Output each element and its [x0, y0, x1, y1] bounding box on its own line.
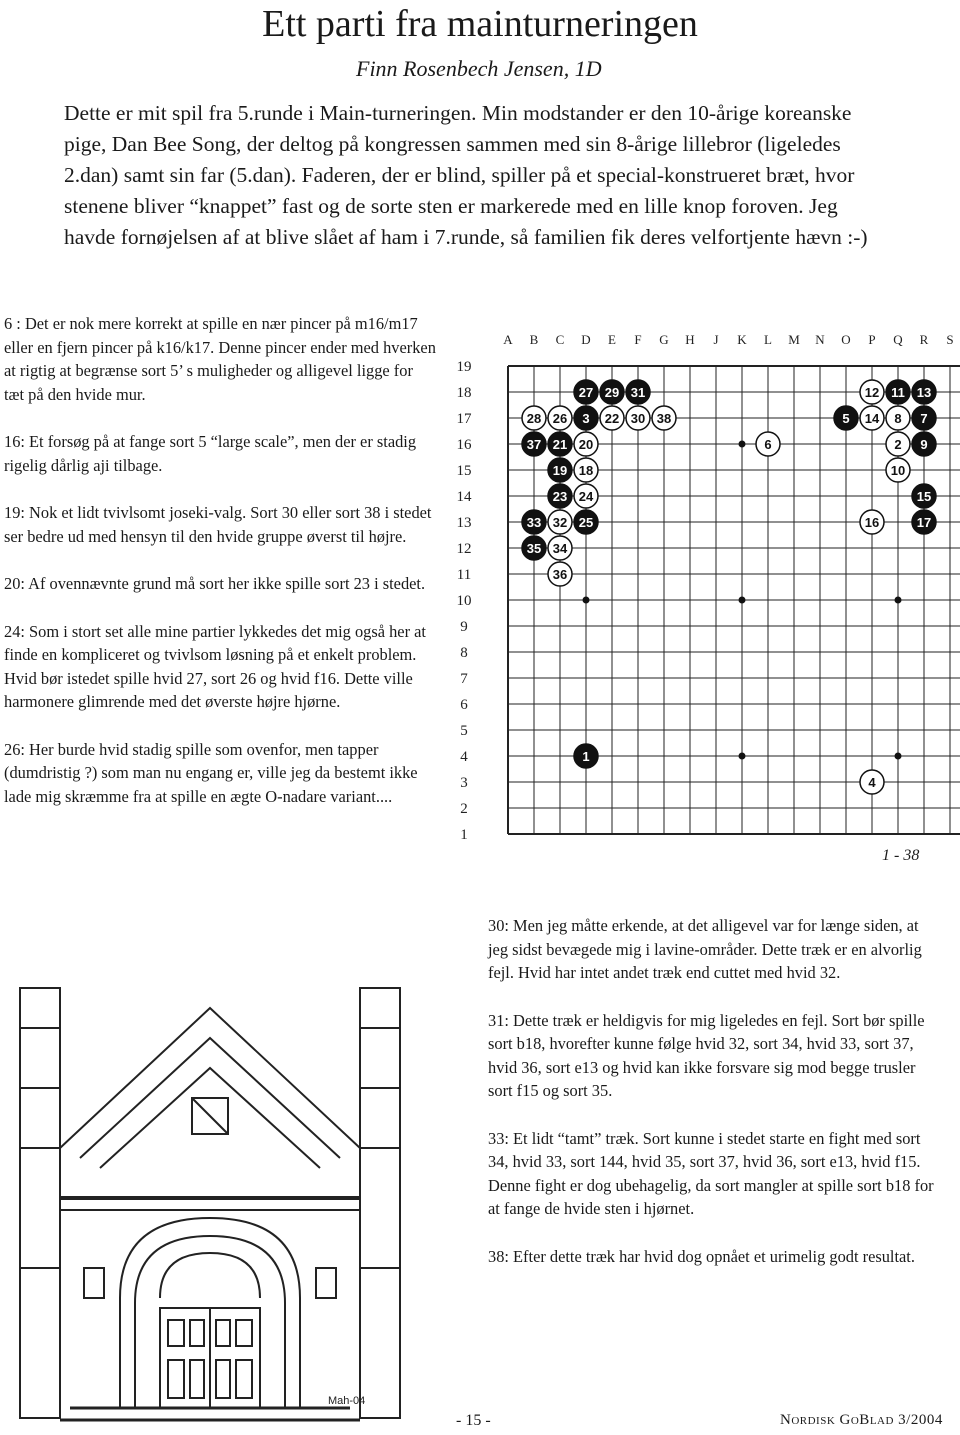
white-stone	[886, 406, 910, 430]
black-stone	[522, 536, 546, 560]
black-stone	[834, 406, 858, 430]
stone-move-number: 5	[842, 411, 850, 426]
board-row-label: 14	[456, 489, 472, 505]
stone-move-number: 31	[630, 385, 646, 400]
black-stone	[626, 380, 650, 404]
board-column-label: S	[946, 332, 954, 347]
board-row-label: 4	[460, 749, 468, 765]
star-point	[739, 753, 746, 760]
white-stone	[886, 432, 910, 456]
board-column-label: H	[685, 332, 695, 347]
star-point	[583, 597, 590, 604]
star-point	[739, 441, 746, 448]
stone-move-number: 25	[578, 515, 594, 530]
note-16: 16: Et forsøg på at fange sort 5 “large scale”, men der er stadig rigelig dårlig aji tilbage.	[4, 432, 417, 475]
stone-move-number: 20	[578, 437, 594, 452]
stone-move-number: 2	[894, 437, 902, 452]
stone-move-number: 19	[552, 463, 568, 478]
board-column-label: E	[608, 332, 616, 347]
stone-move-number: 35	[526, 541, 542, 556]
board-column-label: Q	[893, 332, 903, 347]
white-stone	[574, 432, 598, 456]
white-stone	[626, 406, 650, 430]
right-commentary	[488, 914, 940, 1292]
board-column-label: K	[737, 332, 747, 347]
board-row-label: 18	[456, 385, 472, 401]
board-column-label: R	[919, 332, 929, 347]
note-31: 31: Dette træk er heldigvis for mig ligeledes en fejl. Sort bør spille sort b18, hvorefter kunne følge hvid 32, sort 34, hvid 33, sort 37, hvid 36, sort e13 og hvid kan ikke forsvare sig mod begge trusler sort f15 og sort 35.	[488, 1010, 925, 1100]
stone-move-number: 13	[916, 385, 932, 400]
note-33: 33: Et lidt “tamt” træk. Sort kunne i stedet starte en fight med sort 34, hvid 33, sort 144, hvid 35, sort 37, hvid 36, sort e13, hvid f15. Denne fight er dog ubehagelig, da sort mangler at spille sort b18 for at fange de hvide sten i hjørnet.	[488, 1128, 934, 1218]
stone-move-number: 18	[578, 463, 594, 478]
board-row-label: 9	[460, 619, 468, 635]
stone-move-number: 33	[526, 515, 542, 530]
stone-move-number: 11	[891, 385, 905, 400]
star-point	[895, 753, 902, 760]
white-stone	[860, 770, 884, 794]
note-24: 24: Som i stort set alle mine partier lykkedes det mig også her at finde en kompliceret og tvivlsom løsning på et enkelt problem. Hvid bør istedet spille hvid 27, sort 26 og hvid f16. Dette ville harmonere glimrende med det øverste højre hjørne.	[4, 621, 426, 711]
stone-move-number: 16	[864, 515, 880, 530]
black-stone	[574, 380, 598, 404]
intro-paragraph: Dette er mit spil fra 5.runde i Main-turneringen. Min modstander er den 10-årige koreanske pige, Dan Bee Song, der deltog på kongressen sammen med sin 8-årige lillebror (ligeledes 2.dan) samt sin far (5.dan). Faderen, der er blind, spiller på et special-konstrueret bræt, hvor stenene bliver “knappet” fast og de sorte sten er markerede med en lille knop foroven. Jeg havde fornøjelsen af at blive slået af ham i 7.runde, så familien fik deres velfortjente hævn :-)	[64, 101, 868, 249]
star-point	[895, 597, 902, 604]
stone-move-number: 36	[552, 567, 568, 582]
stone-move-number: 22	[604, 411, 620, 426]
stone-move-number: 12	[864, 385, 880, 400]
board-column-label: L	[764, 332, 772, 347]
board-column-label: B	[529, 332, 539, 347]
stone-move-number: 17	[916, 515, 932, 530]
board-row-label: 5	[460, 723, 468, 739]
black-stone	[522, 510, 546, 534]
board-row-label: 3	[460, 775, 468, 791]
white-stone	[860, 510, 884, 534]
go-board-diagram	[450, 326, 954, 846]
stone-move-number: 26	[552, 411, 568, 426]
board-row-label: 2	[460, 801, 468, 817]
stone-move-number: 29	[604, 385, 620, 400]
white-stone	[574, 484, 598, 508]
black-stone	[548, 458, 572, 482]
board-row-label: 7	[460, 671, 468, 687]
white-stone	[860, 380, 884, 404]
note-38: 38: Efter dette træk har hvid dog opnået et urimelig godt resultat.	[488, 1246, 915, 1266]
board-column-label: O	[841, 332, 851, 347]
board-column-label: P	[868, 332, 876, 347]
board-row-label: 11	[456, 567, 472, 583]
black-stone	[522, 432, 546, 456]
stone-move-number: 23	[552, 489, 568, 504]
black-stone	[574, 510, 598, 534]
stone-move-number: 28	[526, 411, 542, 426]
building-sketch-illustration	[10, 968, 410, 1428]
board-row-label: 12	[456, 541, 472, 557]
article-title: Ett parti fra mainturneringen	[262, 3, 698, 45]
black-stone	[600, 380, 624, 404]
black-stone	[548, 484, 572, 508]
stone-move-number: 24	[578, 489, 594, 504]
board-column-label: A	[503, 332, 513, 347]
note-6: 6 : Det er nok mere korrekt at spille en nær pincer på m16/m17 eller en fjern pincer på k16/k17. Denne pincer ender med hverken at rigtig at begrænse sort 5’ s muligheder og alligevel ligge for tæt på den hvide mur.	[4, 314, 436, 404]
left-commentary	[4, 312, 436, 832]
board-row-label: 13	[456, 515, 472, 531]
white-stone	[860, 406, 884, 430]
board-column-label: N	[815, 332, 825, 347]
white-stone	[548, 406, 572, 430]
white-stone	[600, 406, 624, 430]
black-stone	[912, 380, 936, 404]
note-30: 30: Men jeg måtte erkende, at det alligevel var for længe siden, at jeg sidst bevægede mig i lavine-områder. Dette træk er en alvorlig fejl. Hvid har intet andet træk end cuttet med hvid 32.	[488, 916, 922, 982]
note-26: 26: Her burde hvid stadig spille som ovenfor, men tapper (dumdristig ?) som man nu engang er, ville jeg da bestemt ikke lade mig skræmme fra at spille en ægte O-nadare variant....	[4, 739, 418, 806]
board-column-label: G	[659, 332, 669, 347]
board-row-label: 6	[460, 697, 468, 713]
black-stone	[912, 406, 936, 430]
board-column-label: C	[555, 332, 565, 347]
board-row-label: 1	[460, 827, 468, 843]
white-stone	[548, 562, 572, 586]
stone-move-number: 3	[582, 411, 590, 426]
white-stone	[756, 432, 780, 456]
white-stone	[548, 510, 572, 534]
board-column-label: M	[788, 332, 800, 347]
board-row-label: 19	[456, 359, 472, 375]
white-stone	[886, 458, 910, 482]
board-column-label: J	[713, 332, 719, 347]
stone-move-number: 14	[864, 411, 880, 426]
board-row-label: 17	[456, 411, 472, 427]
page-number: - 15 -	[456, 1412, 491, 1429]
board-column-label: D	[581, 332, 591, 347]
black-stone	[548, 432, 572, 456]
stone-move-number: 8	[894, 411, 902, 426]
stone-move-number: 32	[552, 515, 568, 530]
stone-move-number: 10	[890, 463, 906, 478]
stone-move-number: 30	[630, 411, 646, 426]
white-stone	[522, 406, 546, 430]
black-stone	[886, 380, 910, 404]
black-stone	[912, 510, 936, 534]
black-stone	[912, 484, 936, 508]
white-stone	[574, 458, 598, 482]
stone-move-number: 6	[764, 437, 772, 452]
stone-move-number: 9	[920, 437, 928, 452]
white-stone	[548, 536, 572, 560]
magazine-name: Nordisk GoBlad 3/2004	[780, 1412, 943, 1428]
stone-move-number: 37	[526, 437, 542, 452]
stone-move-number: 1	[582, 749, 590, 764]
board-column-label: F	[634, 332, 642, 347]
stone-move-number: 27	[578, 385, 594, 400]
stone-move-number: 38	[656, 411, 672, 426]
moves-range-label: 1 - 38	[882, 847, 920, 864]
black-stone	[574, 744, 598, 768]
board-row-label: 16	[456, 437, 472, 453]
black-stone	[574, 406, 598, 430]
board-row-label: 8	[460, 645, 468, 661]
board-row-label: 10	[456, 593, 472, 609]
sketch-signature: Mah-04	[328, 1395, 366, 1407]
note-19: 19: Nok et lidt tvivlsomt joseki-valg. Sort 30 eller sort 38 i stedet ser bedre ud med hensyn til den hvide gruppe øverst til højre.	[4, 503, 432, 546]
star-point	[739, 597, 746, 604]
note-20: 20: Af ovennævnte grund må sort her ikke spille sort 23 i stedet.	[4, 574, 426, 593]
author-byline: Finn Rosenbech Jensen, 1D	[356, 56, 602, 81]
white-stone	[652, 406, 676, 430]
stone-move-number: 15	[916, 489, 932, 504]
stone-move-number: 21	[552, 437, 568, 452]
stone-move-number: 7	[920, 411, 928, 426]
stone-move-number: 34	[552, 541, 568, 556]
black-stone	[912, 432, 936, 456]
board-row-label: 15	[456, 463, 472, 479]
stone-move-number: 4	[868, 775, 876, 790]
